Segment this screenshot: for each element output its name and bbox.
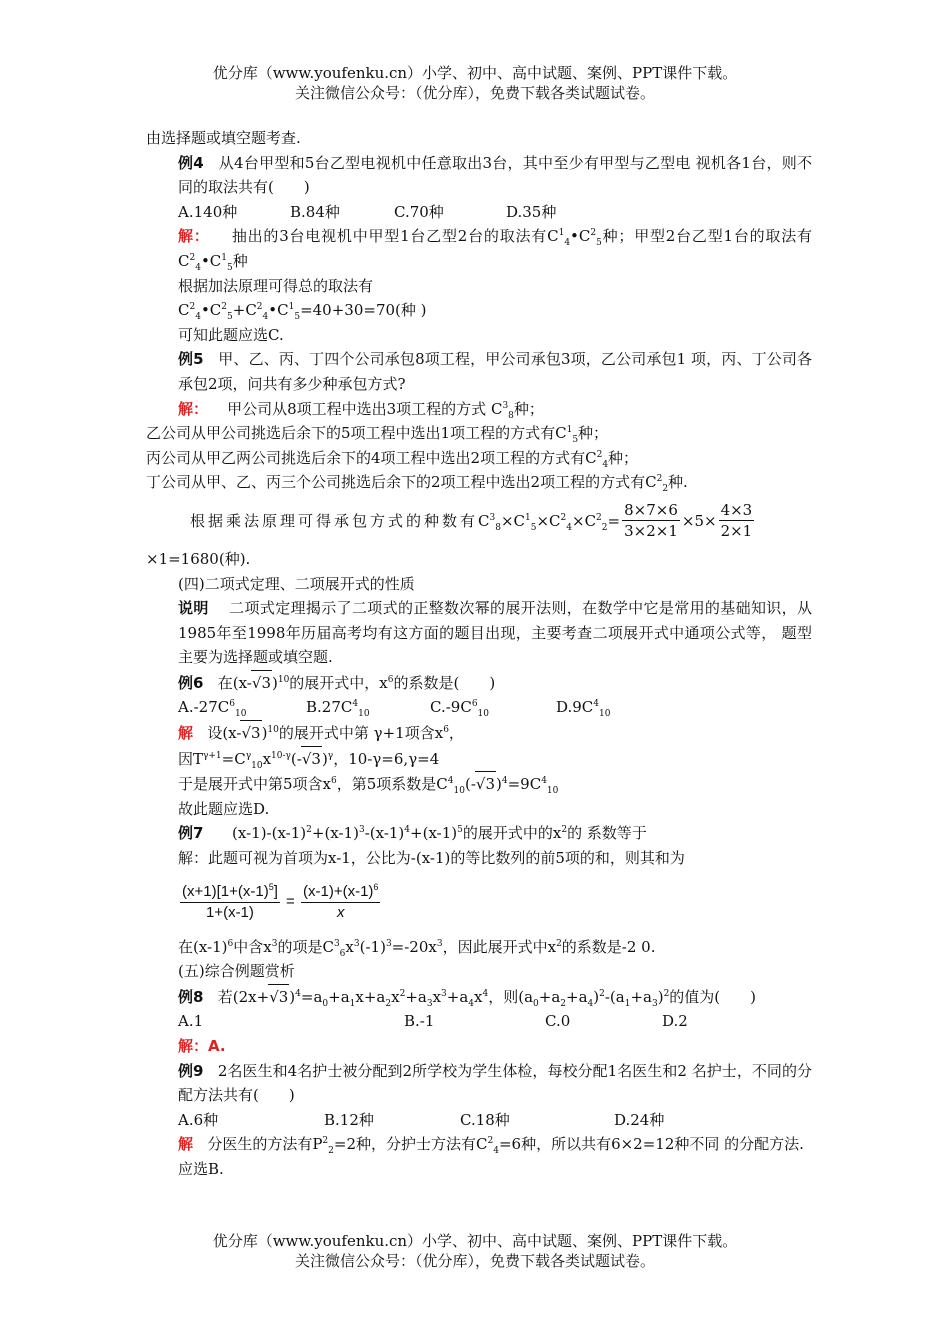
option-a: A.6种 (178, 1110, 219, 1129)
solution-5-line-3: 丙公司从甲乙两公司挑选后余下的4项工程中选出2项工程的方式有$C^2_4$种； (146, 448, 639, 470)
solution-text: 在(x-1) (178, 937, 228, 956)
example-8: 例8 若(2x+√ $3)^4=a_0+a_1x+a_2x^2+a_3x^3+a_4x^4$，则$(a_0+a_2+a_4)^2-(a_1+a_3)^2$的值为( ) (146, 984, 812, 1010)
solution-text: 种； (578, 424, 609, 443)
solution-6-line-3: 于是展开式中第5项含$x^6$，第5项系数是$C^4_{10}(-√$ $3)^4=9C^4_{10}$ (146, 771, 812, 797)
solution-5-line-1: 解： 甲公司从8项工程中选出3项工程的方式 $C^3_8$种； (178, 399, 544, 421)
option-b: $B.27C^4_{10}$ (306, 698, 370, 720)
solution-text: 于是展开式中第5项含x (178, 775, 332, 794)
note-text: 二项式定理揭示了二项式的正整数次幂的展开法则，在数学中它是常用的基础知识，从1985年至1998年历届高考均有这方面的题目出现，主要考查二项展开式中通项公式等， 题型主要为选择题或填空题. (178, 599, 812, 667)
example-6: 例6 在(x-√ 3)$^{10}$的展开式中，$x^6$的系数是( ) (146, 670, 812, 696)
solution-text: 丁公司从甲、乙、丙三个公司挑选后余下的2项工程中选出2项工程的方式有C (146, 473, 657, 492)
text-line: 根据加法原理可得总的取法有 (178, 276, 374, 295)
text-line: 解：此题可视为首项为x-1，公比为-(x-1)的等比数列的前5项的和，则其和为 (178, 849, 685, 868)
page-footer (0, 1231, 950, 1271)
solution-text: 中含x (233, 937, 272, 956)
example-label: 例6 (178, 673, 204, 692)
example-text: 的值为( ) (669, 987, 757, 1006)
example-4 (146, 151, 812, 200)
solution-text: 种 (232, 251, 248, 270)
solution-8 (146, 1034, 812, 1059)
solution-6-line-2: 因$T^{\gamma+1}=C^\gamma_{10}x^{10-\gamma}(-√$ 3)$^\gamma$，10-γ=6,γ=4 (146, 746, 812, 772)
solution-text: =-20x (391, 937, 437, 956)
multiplication-formula: 根据乘法原理可得承包方式的种数有 $C^3_8\times C^1_5\times C^2_4\times C^2_2=$ $\frac{8\times 7\times 6}{3\times 2\times 1}$ ×5× $\frac{4\times 3}{2\times 1}$ (146, 495, 812, 547)
solution-text: 的项是C (277, 937, 334, 956)
solution-label: 解：A. (178, 1037, 226, 1055)
example-label: 例7 (178, 824, 204, 843)
option-b: B.-1 (404, 1012, 435, 1031)
formula-text: 根据乘法原理可得承包方式的种数有 (190, 511, 479, 530)
fraction: $\frac{(x-1)+(x-1)^6}{x}$ (303, 882, 379, 922)
option-c: $C.-9C^6_{10}$ (430, 698, 489, 720)
solution-text: 的展开式中第 γ+1项含x (278, 724, 444, 743)
option-d: D.24种 (614, 1110, 665, 1129)
option-d: D.2 (662, 1012, 688, 1031)
text-line: ×1=1680(种). (146, 549, 251, 568)
example-9 (146, 1059, 812, 1108)
option-d: D.35种 (506, 202, 557, 221)
option-c: C.0 (545, 1012, 571, 1031)
option-a: A.1 (178, 1012, 204, 1031)
solution-text: =6种，所以共有6×2=12种不同 的分配方法. (498, 1135, 804, 1154)
example-text: 在(x- (217, 673, 252, 692)
example-text: 甲、乙、丙、丁四个公司承包8项工程，甲公司承包3项，乙公司承包1 项，丙、丁公司各承包2项，问共有多少种承包方式? (178, 350, 812, 393)
section-heading: (四)二项式定理、二项展开式的性质 (178, 574, 415, 593)
solution-text: 丙公司从甲乙两公司挑选后余下的4项工程中选出2项工程的方式有C (146, 448, 597, 467)
solution-label: 解： (178, 227, 210, 246)
fraction: $\frac{8\times 7\times 6}{3\times 2\times 1}$ (624, 501, 678, 541)
example-7: 例7 $(x-1)-(x-1)^2+(x-1)^3-(x-1)^4+(x-1)^5$的展开式中的$x^2$的 系数等于 (178, 824, 647, 843)
example-text: 若(2x+ (217, 987, 270, 1006)
option-a: $A.-27C^6_{10}$ (178, 698, 247, 720)
solution-text: 乙公司从甲公司挑选后余下的5项工程中选出1项工程的方式有C (146, 424, 567, 443)
text-line: 应选B. (178, 1159, 224, 1178)
footer-line-1: 优分库（www.youfenku.cn）小学、初中、高中试题、案例、PPT课件下载。 (212, 1232, 738, 1250)
solution-text: 种； (608, 448, 639, 467)
text-line: 由选择题或填空题考查. (146, 129, 301, 147)
header-line-1: 优分库（www.youfenku.cn）小学、初中、高中试题、案例、PPT课件下载。 (212, 64, 738, 82)
text-line: 可知此题应选C. (178, 325, 284, 344)
solution-text: 甲公司从8项工程中选出3项工程的方式 C (227, 399, 503, 418)
note-paragraph (146, 596, 812, 670)
solution-text: 种；甲型2台乙型1台的取法有C (178, 227, 813, 270)
solution-5-line-4: 丁公司从甲、乙、丙三个公司挑选后余下的2项工程中选出2项工程的方式有$C^2_2$种. (146, 473, 688, 495)
example-text: 的展开式中的x (462, 824, 562, 843)
options-row (146, 200, 812, 225)
fraction: $\frac{(x+1)[1+(x-1)^5]}{1+(x-1)}$ (182, 882, 278, 922)
solution-9: 解 分医生的方法有$P^2_2=2$种，分护士方法有$C^2_4=6$种，所以共有6×2=12种不同 的分配方法. (178, 1135, 804, 1157)
solution-text: ，因此展开式中x (442, 937, 557, 956)
example-5 (146, 347, 812, 396)
solution-label: 解 (178, 1135, 194, 1154)
sum-formula: $\frac{(x+1)[1+(x-1)^5]}{1+(x-1)}$ = $\frac{(x-1)+(x-1)^6}{x}$ (182, 882, 379, 922)
example-label: 例9 (178, 1061, 204, 1080)
example-label: 例4 (178, 153, 204, 172)
footer-line-2: 关注微信公众号：（优分库），免费下载各类试题试卷。 (294, 1252, 655, 1270)
solution-text: 因T (178, 749, 204, 768)
option-a: A.140种 (178, 202, 238, 221)
example-text: 从4台甲型和5台乙型电视机中任意取出3台，其中至少有甲型与乙型电 视机各1台，则不同的取法共有( ) (178, 153, 812, 197)
option-d: $D.9C^4_{10}$ (556, 698, 611, 720)
solution-text: 种. (668, 473, 688, 492)
solution-text: =2种，分护士方法有C (333, 1135, 488, 1154)
header-line-2: 关注微信公众号：（优分库），免费下载各类试题试卷。 (294, 84, 655, 102)
solution-text: ，第5项系数是C (336, 775, 448, 794)
note-label: 说明 (178, 599, 209, 618)
options-row (146, 1108, 812, 1133)
document-body (146, 126, 812, 1182)
option-c: C.70种 (394, 202, 444, 221)
example-text: 的系数是( ) (393, 673, 496, 692)
example-text: 的展开式中，x (289, 673, 388, 692)
example-text: 2名医生和4名护士被分配到2所学校为学生体检，每校分配1名医生和2 名护士，不同的分配方法共有( ) (178, 1061, 813, 1105)
solution-7-result: 在$(x-1)^6$中含$x^3$的项是$C^3_6x^3(-1)^3=-20x^3$，因此展开式中$x^2$的系数是-2 0. (178, 937, 656, 959)
options-row (146, 1009, 812, 1034)
example-text: ，则(a (488, 987, 534, 1006)
solution-text: ，10-γ=6,γ=4 (333, 749, 440, 768)
option-b: B.84种 (290, 202, 340, 221)
option-b: B.12种 (324, 1110, 374, 1129)
solution-text: 的系数是-2 0. (561, 937, 656, 956)
page-header (0, 63, 950, 103)
section-heading: (五)综合例题赏析 (178, 962, 295, 981)
solution-5-line-2: 乙公司从甲公司挑选后余下的5项工程中选出1项工程的方式有$C^1_5$种； (146, 424, 609, 446)
solution-text: 分医生的方法有P (207, 1135, 323, 1154)
example-text: 的 系数等于 (567, 824, 647, 843)
options-row (146, 695, 812, 720)
solution-text: =9C (507, 775, 542, 794)
solution-6-line-1: 解 设(x-√ 3)$^{10}$的展开式中第 γ+1项含$x^6$， (146, 720, 812, 746)
fraction: $\frac{4\times 3}{2\times 1}$ (720, 501, 753, 541)
formula-line: $C^2_4•C^2_5+C^2_4•C^1_5=40+30=70$(种 ) (178, 301, 427, 323)
example-label: 例5 (178, 350, 204, 369)
formula-text: =40+30=70(种 ) (300, 301, 427, 320)
solution-label: 解 (178, 724, 194, 743)
solution-text: 抽出的3台电视机中甲型1台乙型2台的取法有C (231, 227, 559, 246)
solution-label: 解： (178, 399, 209, 418)
solution-text: 设(x- (207, 724, 242, 743)
text-line: 故此题应选D. (178, 799, 270, 818)
solution-text: 种； (513, 399, 544, 418)
example-label: 例8 (178, 987, 204, 1006)
solution-4: 解： 抽出的3台电视机中甲型1台乙型2台的取法有$C^1_4•C^2_5$种；甲型2台乙型1台的取法有$C^2_4•C^1_5$种 (178, 227, 813, 273)
option-c: C.18种 (460, 1110, 510, 1129)
